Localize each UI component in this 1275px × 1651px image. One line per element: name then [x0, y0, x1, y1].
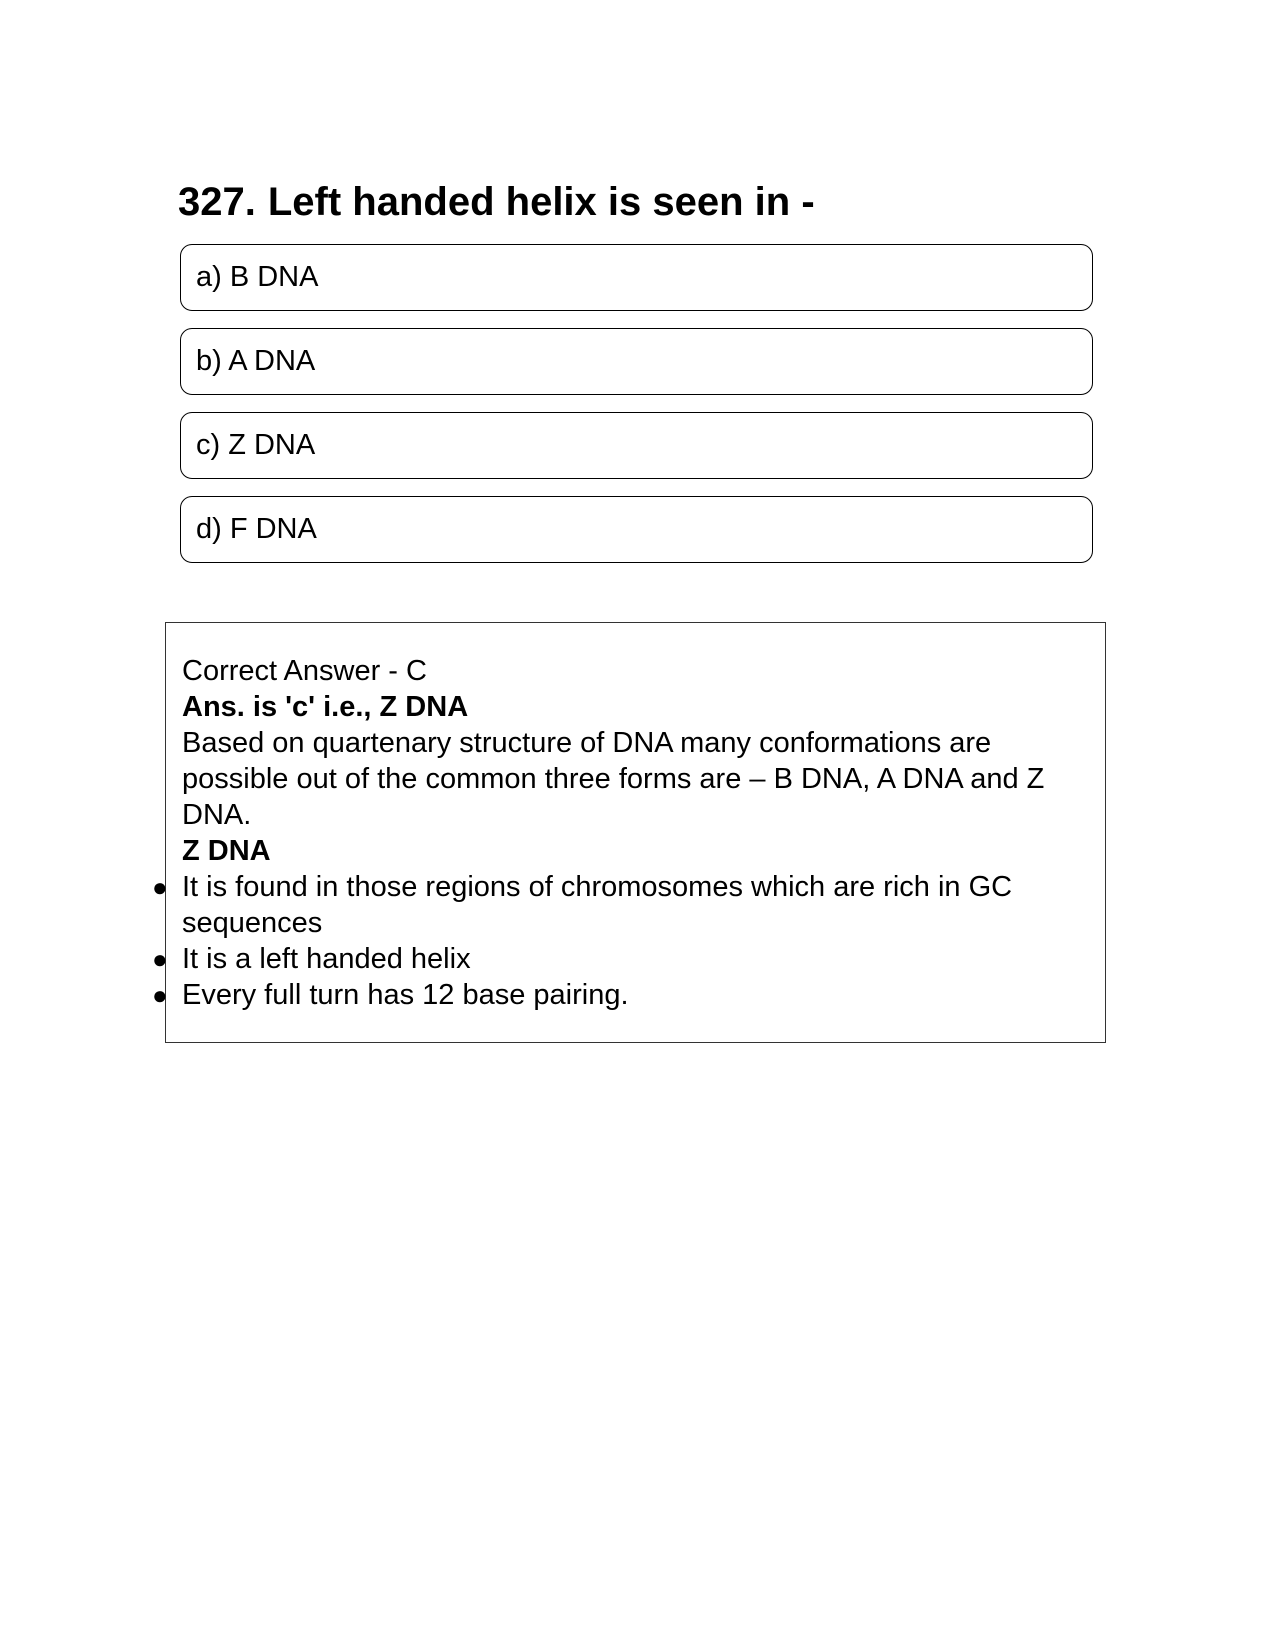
list-item-text: It is found in those regions of chromosomes which are rich in GC sequences — [182, 871, 1013, 939]
bullet-icon: ● — [152, 872, 168, 902]
list-item — [152, 941, 1089, 977]
question-text: Left handed helix is seen in - — [267, 180, 815, 224]
options-list — [180, 244, 1093, 580]
question-number: 327. — [178, 180, 256, 224]
list-item-text: It is a left handed helix — [182, 943, 471, 975]
z-dna-facts-list — [152, 869, 1089, 1013]
question-heading — [178, 176, 815, 228]
answer-summary-line: Ans. is 'c' i.e., Z DNA — [182, 691, 469, 723]
option-c-label: c) Z DNA — [196, 429, 316, 461]
explanation-paragraph: Based on quartenary structure of DNA many conformations are possible out of the common three forms are – B DNA, A DNA and Z DNA. — [182, 727, 1045, 831]
z-dna-subheading: Z DNA — [182, 835, 271, 867]
option-a-label: a) B DNA — [196, 261, 319, 293]
option-d[interactable] — [180, 496, 1093, 563]
list-item-text: Every full turn has 12 base pairing. — [182, 979, 629, 1011]
answer-explanation-box — [152, 622, 1106, 1043]
option-d-label: d) F DNA — [196, 513, 317, 545]
correct-answer-line: Correct Answer - C — [182, 655, 427, 687]
option-c[interactable] — [180, 412, 1093, 479]
bullet-icon: ● — [152, 944, 168, 974]
option-b[interactable] — [180, 328, 1093, 395]
bullet-icon: ● — [152, 980, 168, 1010]
list-item — [152, 869, 1089, 941]
option-a[interactable] — [180, 244, 1093, 311]
list-item — [152, 977, 1089, 1013]
option-b-label: b) A DNA — [196, 345, 316, 377]
